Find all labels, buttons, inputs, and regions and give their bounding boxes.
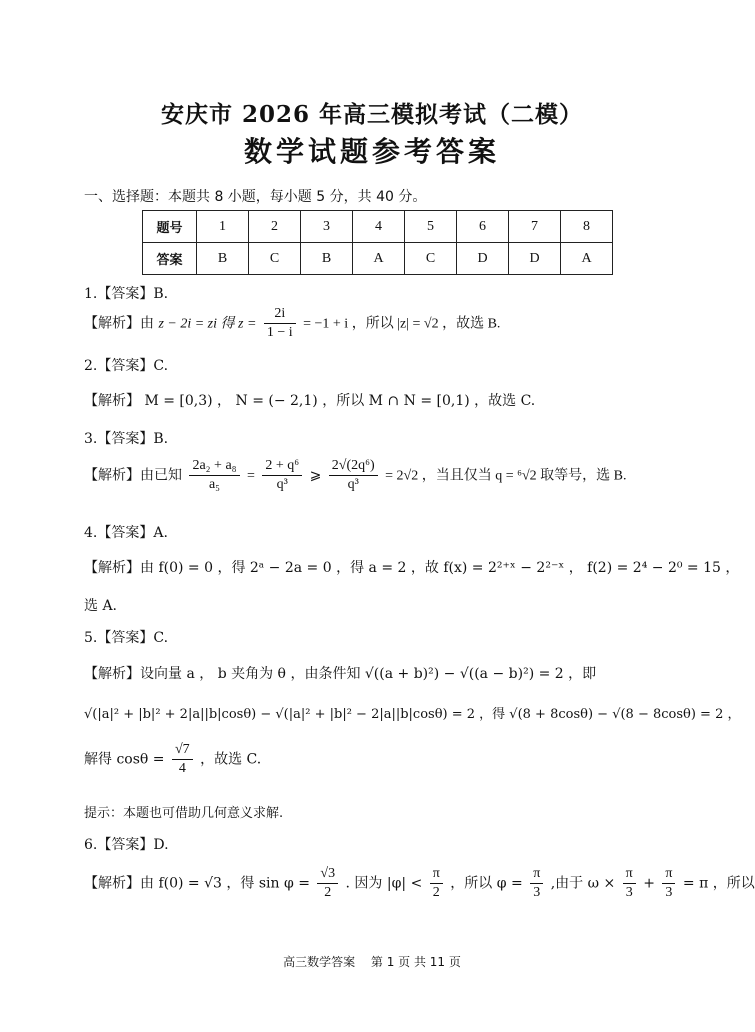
q2-answer: 2.【答案】C. <box>84 358 169 374</box>
q1-analysis <box>84 306 500 341</box>
math-expr: . 因为 |φ| < <box>345 875 423 892</box>
fraction-denominator: 3 <box>665 885 673 900</box>
table-cell: 2 <box>249 211 301 243</box>
table-header-cell: 题号 <box>143 211 197 243</box>
math-expr: 解得 cosθ = <box>84 751 165 768</box>
math-symbol: = <box>247 468 255 484</box>
answer-table <box>142 210 613 275</box>
q5-line2: √(|a|² + |b|² + 2|a||b|cosθ) − √(|a|² + |b|² − 2|a||b|cosθ) = 2 ，得 √(8 + 8cosθ) − √(8 − 8cosθ) = 2 ， <box>84 707 741 722</box>
fraction-numerator: π <box>530 866 543 884</box>
fraction-numerator: π <box>430 866 443 884</box>
q5-answer: 5.【答案】C. <box>84 630 169 646</box>
page-title: 安庆市 2026 年高三模拟考试（二模） <box>160 101 584 128</box>
table-cell: 4 <box>353 211 405 243</box>
page-subtitle: 数学试题参考答案 <box>243 135 500 168</box>
analysis-label: 【解析】由已知 <box>84 467 182 484</box>
table-cell: 3 <box>301 211 353 243</box>
q4-end: 选 A. <box>84 598 118 614</box>
q2-analysis: 【解析】 M = [0,3) ， N = (− 2,1) ，所以 M ∩ N = [0,1) ，故选 C. <box>84 393 536 409</box>
q4-analysis: 【解析】由 f(0) = 0 ，得 2ᵃ − 2a = 0 ，得 a = 2 ，故 f(x) = 2²⁺ˣ − 2²⁻ˣ ， f(2) = 2⁴ − 2⁰ = 15 ， <box>84 560 740 576</box>
math-expr: ，故选 C. <box>200 751 262 768</box>
fraction-numerator: π <box>662 866 675 884</box>
fraction <box>430 866 443 901</box>
fraction-numerator: 2a₂ + a₈ <box>189 458 239 476</box>
fraction-numerator: √7 <box>172 742 193 760</box>
math-symbol: ⩾ <box>309 468 322 484</box>
fraction-denominator: 3 <box>625 885 633 900</box>
table-cell: 7 <box>509 211 561 243</box>
fraction <box>189 458 239 493</box>
table-cell: B <box>197 243 249 275</box>
table-cell: C <box>249 243 301 275</box>
fraction <box>530 866 543 901</box>
table-cell: C <box>405 243 457 275</box>
fraction-numerator: √3 <box>317 866 338 884</box>
fraction-denominator: 1 − i <box>266 325 293 340</box>
q6-analysis <box>84 866 755 901</box>
math-expr: z − 2i = zi 得 z = <box>158 316 257 332</box>
math-expr: = −1 + i ，所以 |z| = √2 ，故选 B. <box>303 316 501 332</box>
fraction <box>262 458 302 493</box>
q3-answer: 3.【答案】B. <box>84 431 169 447</box>
q5-line3 <box>84 742 261 777</box>
fraction <box>317 866 338 901</box>
fraction-numerator: π <box>623 866 636 884</box>
q4-answer: 4.【答案】A. <box>84 525 168 541</box>
table-cell: D <box>457 243 509 275</box>
fraction <box>662 866 675 901</box>
table-cell: 6 <box>457 211 509 243</box>
math-expr: 【解析】由 f(0) = √3 ，得 sin φ = <box>84 875 310 892</box>
q6-answer: 6.【答案】D. <box>84 837 169 853</box>
math-expr: = π ，所以 <box>682 875 755 892</box>
table-cell: 5 <box>405 211 457 243</box>
section-heading: 一、选择题：本题共 8 小题，每小题 5 分，共 40 分。 <box>84 189 427 205</box>
table-cell: A <box>353 243 405 275</box>
math-expr: + <box>643 875 655 892</box>
table-header-cell: 答案 <box>143 243 197 275</box>
table-cell: 1 <box>197 211 249 243</box>
fraction-denominator: 2 <box>432 885 440 900</box>
q5-analysis: 【解析】设向量 a ， b 夹角为 θ ，由条件知 √((a + b)²) − √((a − b)²) = 2 ，即 <box>84 666 597 682</box>
fraction-numerator: 2i <box>264 306 296 324</box>
analysis-label: 【解析】由 <box>84 315 154 332</box>
fraction-denominator: 2 <box>324 885 332 900</box>
hint-text: 提示：本题也可借助几何意义求解. <box>84 806 284 821</box>
table-cell: B <box>301 243 353 275</box>
fraction <box>264 306 296 341</box>
table-row <box>143 243 613 275</box>
fraction-denominator: q³ <box>276 477 288 492</box>
fraction-denominator: q³ <box>347 477 359 492</box>
fraction <box>623 866 636 901</box>
fraction-numerator: 2√(2q⁶) <box>329 458 378 476</box>
math-expr: ,由于 ω × <box>550 875 616 892</box>
table-cell: 8 <box>561 211 613 243</box>
fraction-numerator: 2 + q⁶ <box>262 458 302 476</box>
fraction <box>329 458 378 493</box>
table-cell: D <box>509 243 561 275</box>
q3-analysis <box>84 458 627 493</box>
fraction-denominator: a₅ <box>208 477 221 492</box>
table-row <box>143 211 613 243</box>
math-expr: = 2√2 ，当且仅当 q = ⁶√2 取等号，选 B. <box>385 468 627 484</box>
page-footer: 高三数学答案 第 1 页 共 11 页 <box>283 955 461 969</box>
math-expr: ，所以 φ = <box>450 875 523 892</box>
table-cell: A <box>561 243 613 275</box>
q1-answer: 1.【答案】B. <box>84 286 169 302</box>
fraction <box>172 742 193 777</box>
fraction-denominator: 3 <box>533 885 541 900</box>
fraction-denominator: 4 <box>178 761 186 776</box>
